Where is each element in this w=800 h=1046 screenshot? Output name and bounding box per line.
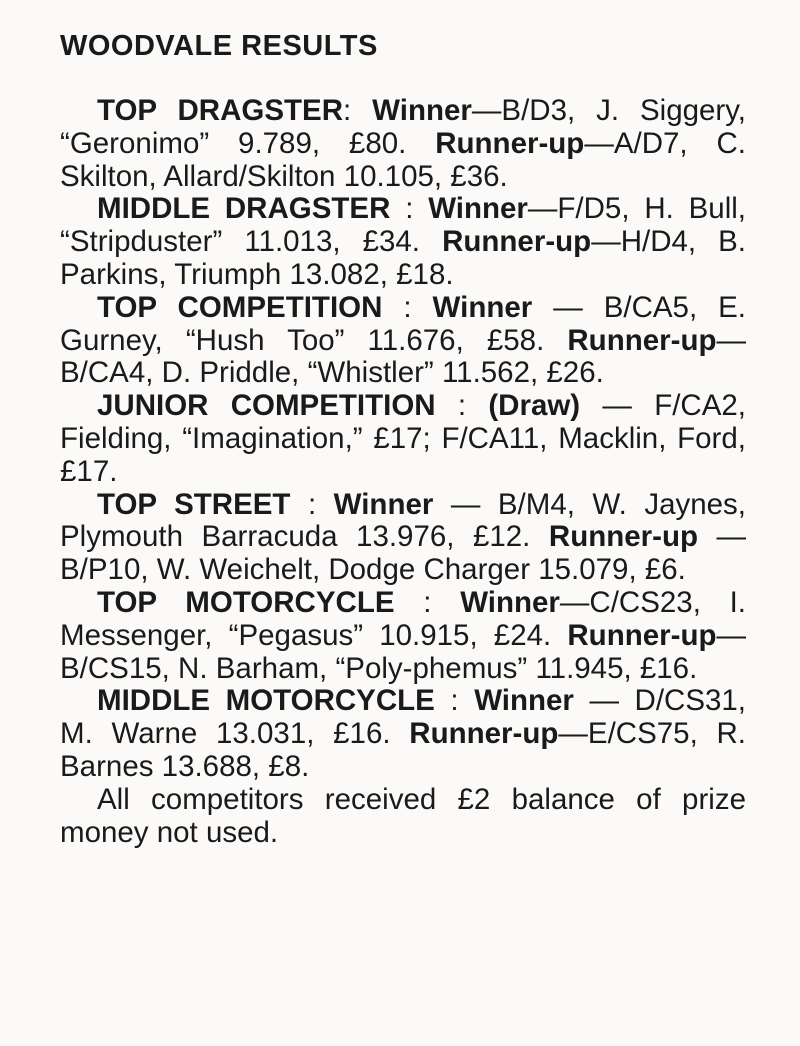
result-top-competition bbox=[60, 292, 746, 390]
runner-up-details: —E/CS75, R. Barnes 13.688, £8. bbox=[60, 717, 746, 783]
result-junior-competition bbox=[60, 390, 746, 488]
results-article bbox=[60, 95, 746, 849]
winner-details: — D/CS31, M. Warne 13.031, £16. bbox=[60, 684, 747, 751]
winner-label: Winner bbox=[460, 585, 560, 619]
category-separator: : bbox=[435, 389, 489, 423]
runner-up-details: —H/D4, B. Parkins, Triumph 13.082, £18. bbox=[60, 225, 746, 291]
category-separator: : bbox=[390, 192, 429, 226]
draw-label: (Draw) bbox=[488, 389, 581, 423]
category-label: TOP MOTORCYCLE bbox=[97, 585, 395, 619]
winner-label: Winner bbox=[372, 94, 472, 127]
category-label: MIDDLE MOTORCYCLE bbox=[97, 684, 435, 718]
category-separator: : bbox=[290, 487, 334, 521]
winner-details: —C/CS23, I. Messenger, “Pegasus” 10.915, £24. bbox=[60, 585, 747, 652]
runner-up-label: Runner-up bbox=[567, 618, 717, 652]
category-label: MIDDLE DRAGSTER bbox=[97, 192, 391, 226]
runner-up-label: Runner-up bbox=[442, 225, 592, 259]
winner-details: —F/D5, H. Bull, “Stripduster” 11.013, £34. bbox=[60, 192, 746, 259]
winner-details: — B/M4, W. Jaynes, Plymouth Barracuda 13.976, £12. bbox=[60, 487, 746, 554]
result-top-dragster bbox=[60, 95, 746, 193]
page-title: WOODVALE RESULTS bbox=[60, 30, 378, 62]
runner-up-details: —B/CA4, D. Priddle, “Whistler” 11.562, £26. bbox=[60, 323, 746, 390]
runner-up-details: —A/D7, C. Skilton, Allard/Skilton 10.105, £36. bbox=[60, 126, 746, 193]
result-top-motorcycle bbox=[60, 587, 746, 685]
winner-details: — B/CA5, E. Gurney, “Hush Too” 11.676, £58. bbox=[60, 290, 746, 357]
winner-label: Winner bbox=[333, 487, 434, 521]
runner-up-details: — B/P10, W. Weichelt, Dodge Charger 15.079, £6. bbox=[60, 520, 747, 587]
category-separator: : bbox=[394, 585, 461, 619]
runner-up-details: —B/CS15, N. Barham, “Poly-phemus” 11.945, £16. bbox=[60, 618, 746, 685]
category-label: JUNIOR COMPETITION bbox=[97, 389, 436, 423]
category-separator: : bbox=[434, 684, 475, 718]
prize-money-note: All competitors received £2 balance of prize money not used. bbox=[60, 782, 746, 849]
result-middle-dragster bbox=[60, 193, 746, 291]
winner-label: Winner bbox=[432, 290, 533, 324]
runner-up-label: Runner-up bbox=[548, 520, 699, 554]
winner-details: —B/D3, J. Siggery, “Geronimo” 9.789, £80. bbox=[60, 94, 746, 160]
runner-up-label: Runner-up bbox=[409, 717, 559, 751]
category-separator: : bbox=[343, 94, 373, 127]
runner-up-label: Runner-up bbox=[435, 126, 585, 160]
category-label: TOP DRAGSTER bbox=[97, 94, 344, 127]
runner-up-label: Runner-up bbox=[567, 323, 717, 357]
category-separator: : bbox=[382, 290, 433, 324]
result-top-street bbox=[60, 489, 746, 587]
result-middle-motorcycle bbox=[60, 685, 746, 783]
category-label: TOP STREET bbox=[97, 487, 291, 521]
winner-label: Winner bbox=[474, 684, 574, 718]
category-label: TOP COMPETITION bbox=[97, 290, 383, 324]
winner-label: Winner bbox=[428, 192, 528, 226]
draw-details: — F/CA2, Fielding, “Imagination,” £17; F/CA11, Macklin, Ford, £17. bbox=[60, 389, 746, 488]
